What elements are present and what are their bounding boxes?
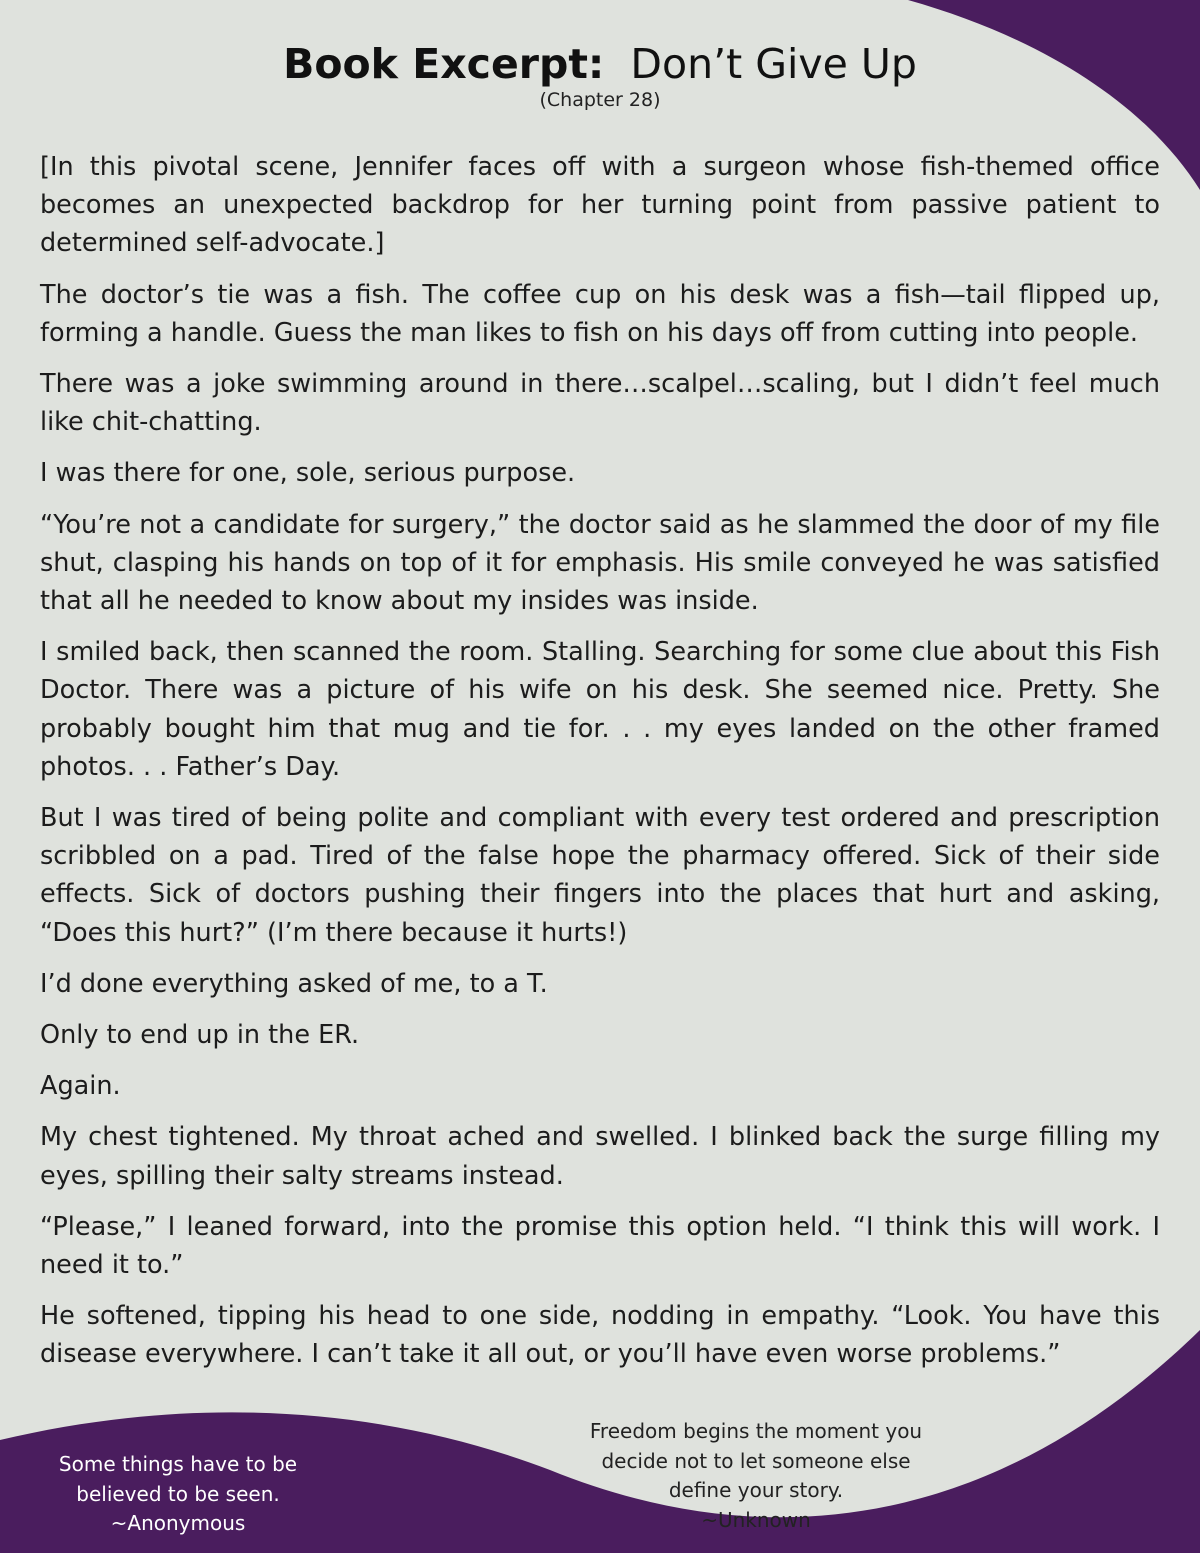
paragraph: My chest tightened. My throat ached and swelled. I blinked back the surge filling my eyes, spilling their salty streams instead.	[40, 1122, 1160, 1191]
paragraph: “You’re not a candidate for surgery,” the doctor said as he slammed the door of my file shut, clasping his hands on top of it for emphasis. His smile conveyed he was satisfied that all he needed to know about my insides was inside.	[40, 509, 1160, 617]
quote-line: define your story.	[668, 1478, 844, 1502]
paragraph: I’d done everything asked of me, to a T.	[40, 968, 548, 999]
paragraph: “Please,” I leaned forward, into the promise this option held. “I think this will work. I need it to.”	[40, 1211, 1160, 1281]
quote-author: ~Unknown	[701, 1507, 811, 1532]
quote-line: Some things have to be	[58, 1452, 298, 1476]
title-bold: Book Excerpt:	[283, 40, 605, 88]
quote-line: Freedom begins the moment you	[589, 1419, 923, 1443]
page-title	[0, 38, 1200, 90]
paragraph: He softened, tipping his head to one side, nodding in empathy. “Look. You have this disease everywhere. I can’t take it all out, or you’ll have even worse problems.”	[40, 1301, 1160, 1370]
quote-author: ~Anonymous	[110, 1511, 246, 1535]
paragraph: But I was tired of being polite and compliant with every test ordered and prescription scribbled on a pad. Tired of the false hope the pharmacy offered. Sick of their side effects. Sick of doctors pushing their fingers into the places that hurt and asking, “Does this hurt?” (I’m there because it hurts!)	[40, 803, 1160, 948]
title-regular: Don’t Give Up	[630, 40, 917, 88]
quote-line: decide not to let someone else	[601, 1448, 911, 1473]
chapter-subtitle: (Chapter 28)	[539, 89, 661, 111]
paragraph: I smiled back, then scanned the room. Stalling. Searching for some clue about this Fish Doctor. There was a picture of his wife on his desk. She seemed nice. Pretty. She probably bought him that mug and tie for. . . my eyes landed on the other framed photos. . . Father’s Day.	[40, 637, 1160, 782]
paragraph: There was a joke swimming around in there…scalpel…scaling, but I didn’t feel much like chit-chatting.	[40, 369, 1160, 438]
paragraph: Only to end up in the ER.	[40, 1020, 360, 1051]
quote-right	[560, 1417, 952, 1535]
quote-line: believed to be seen.	[76, 1481, 280, 1506]
paragraph: [In this pivotal scene, Jennifer faces off with a surgeon whose fish-themed office becomes an unexpected backdrop for her turning point from passive patient to determined self-advocate.]	[40, 152, 1160, 259]
paragraph: Again.	[40, 1071, 121, 1102]
quote-left	[18, 1450, 338, 1539]
excerpt-body	[40, 148, 1160, 1387]
paragraph: The doctor’s tie was a fish. The coffee cup on his desk was a fish—tail flipped up, forming a handle. Guess the man likes to fish on his days off from cutting into people.	[40, 279, 1160, 348]
paragraph: I was there for one, sole, serious purpose.	[40, 458, 576, 489]
